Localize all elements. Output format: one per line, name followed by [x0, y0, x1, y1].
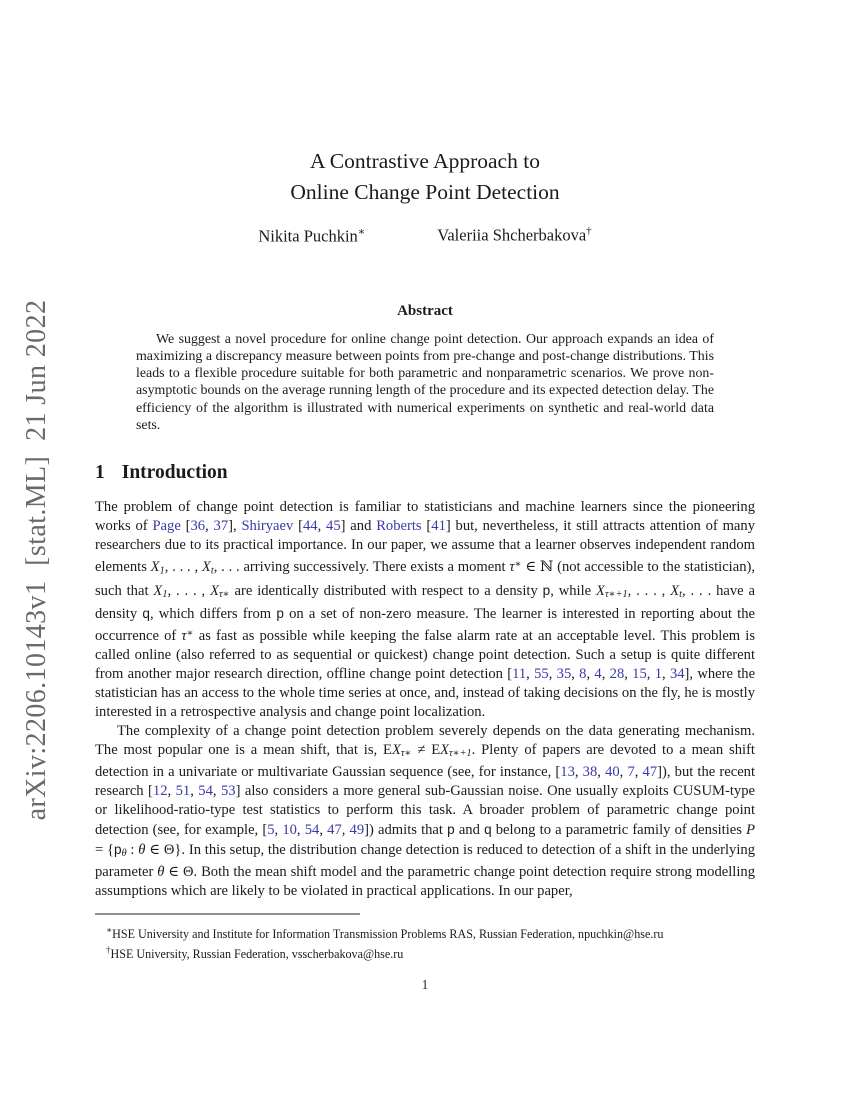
text-run: ,: [619, 764, 628, 781]
text-run: ,: [296, 822, 305, 839]
text-run: θ: [138, 842, 146, 859]
text-run: E: [383, 741, 392, 758]
text-run: , . . . have a density: [95, 582, 756, 622]
section-number: 1: [95, 462, 105, 484]
text-run: as fast as possible while keeping the false alarm rate at an acceptable level. This problem is called online (also referred to as sequential or quickest) change point detection. Such a setup is quite different from another major research direction, offline change point detection [: [95, 627, 756, 682]
citation-author-link[interactable]: Roberts: [376, 518, 422, 535]
text-run: 1: [159, 565, 165, 577]
citation-ref[interactable]: 15: [632, 665, 647, 682]
text-run: p: [542, 582, 551, 598]
footnote-2-mark: †: [106, 945, 111, 956]
text-run: , . . . ,: [627, 582, 671, 599]
text-run: [: [421, 518, 432, 535]
abstract-text: We suggest a novel procedure for online change point detection. Our approach expands an idea of maximizing a discrepancy measure between points from pre-change and post-change distributions. This leads to a flexible procedure suitable for both parametric and nonparametric scenarios. We prove non-asymptotic bounds on the average running length of the procedure and its expected detection delay. The efficiency of the algorithm is illustrated with numerical experiments on synthetic and real-world data sets.: [136, 331, 714, 433]
section-title: Introduction: [121, 462, 228, 484]
text-run: ,: [601, 665, 610, 682]
text-run: ] also considers a more general sub-Gaussian noise. One usually exploits CUSUM-type or likelihood-ratio-type test statistics to perform this task. A broader problem of parametric change point detection (see, for example, [: [95, 783, 756, 839]
text-run: ∈ Θ. Both the mean shift model and the parametric change point detection require strong modelling assumptions which are likely to be violated in practical applications. In our paper,: [95, 864, 756, 900]
citation-ref[interactable]: 1: [654, 665, 662, 682]
author-block: [95, 225, 755, 247]
text-run: , . . . ,: [164, 559, 202, 576]
text-run: τ∗: [400, 748, 412, 760]
text-run: , which differs from: [149, 605, 277, 622]
text-run: X: [150, 559, 160, 576]
text-run: q: [484, 822, 492, 838]
text-run: X: [210, 582, 220, 599]
text-run: ,: [571, 665, 580, 682]
text-run: belong to a parametric family of densities: [491, 822, 747, 839]
citation-author-link[interactable]: Page: [152, 518, 181, 535]
footnote-2: [95, 942, 755, 962]
text-run: are identically distributed with respect to a density: [229, 582, 543, 599]
intro-paragraph-1: [95, 498, 755, 722]
text-run: [: [293, 518, 303, 535]
text-run: . Plenty of papers are devoted to a mean shift detection in a univariate or multivariate Gaussian sequence (see, for instance, [: [95, 741, 755, 781]
text-run: τ: [509, 559, 515, 576]
citation-ref[interactable]: 54: [304, 822, 320, 839]
text-run: θ: [121, 848, 127, 860]
citation-ref[interactable]: 44: [303, 518, 318, 535]
text-run: ∈ Θ}. In this setup, the distribution change detection is reduced to detection of a shift in the underlying parameter: [95, 842, 755, 881]
citation-ref[interactable]: 47: [327, 822, 342, 839]
text-run: ]) admits that: [364, 822, 448, 839]
text-run: ,: [212, 783, 221, 800]
text-run: X: [391, 741, 401, 758]
text-run: = {: [95, 842, 115, 859]
text-run: :: [126, 842, 139, 859]
citation-ref[interactable]: 35: [556, 665, 572, 682]
text-run: 1: [162, 588, 168, 600]
citation-ref[interactable]: 53: [220, 783, 236, 800]
text-run: The problem of change point detection is familiar to statisticians and machine learners since the pioneering works of: [95, 499, 755, 535]
text-run: t: [210, 565, 214, 577]
abstract-heading: Abstract: [397, 302, 453, 319]
citation-ref[interactable]: 47: [642, 764, 658, 781]
citation-ref[interactable]: 36: [190, 518, 206, 535]
citation-ref[interactable]: 10: [282, 822, 297, 839]
citation-ref[interactable]: 49: [349, 822, 365, 839]
text-run: ] but, nevertheless, it still attracts attention of many researchers due to its practical importance. In our paper, we assume that a learner observes independent random elements: [95, 518, 755, 576]
footnote-1: [95, 922, 755, 942]
text-run: ,: [317, 518, 327, 535]
citation-ref[interactable]: 40: [605, 764, 620, 781]
text-run: ,: [597, 764, 606, 781]
text-run: ,: [526, 665, 535, 682]
citation-ref[interactable]: 54: [198, 783, 213, 800]
text-run: ∈ ℕ (not accessible to the statistician), such that: [95, 559, 756, 599]
text-run: and: [454, 822, 485, 839]
text-run: ,: [662, 665, 670, 682]
citation-ref[interactable]: 51: [175, 783, 191, 800]
citation-ref[interactable]: 11: [512, 665, 527, 682]
text-run: , while: [550, 582, 597, 599]
text-run: ,: [548, 665, 557, 682]
text-run: The complexity of a change point detection problem severely depends on the data generating mechanism. The most popular one is a mean shift, that is,: [95, 722, 755, 758]
author-2-footnote-mark: †: [586, 225, 592, 237]
text-run: τ∗: [219, 588, 230, 600]
text-run: X: [201, 559, 211, 576]
citation-ref[interactable]: 5: [267, 822, 275, 839]
text-run: θ: [157, 864, 165, 881]
footnote-1-mark: ∗: [106, 925, 113, 936]
text-run: ] and: [340, 518, 377, 535]
text-run: τ: [181, 627, 187, 644]
text-run: ,: [205, 518, 214, 535]
citation-ref[interactable]: 12: [152, 783, 168, 800]
text-run: E: [431, 741, 441, 758]
text-run: ,: [190, 783, 199, 800]
text-run: ,: [574, 764, 583, 781]
author-1-name: Nikita Puchkin: [258, 226, 358, 246]
content-column: [95, 0, 755, 962]
text-run: X: [596, 582, 605, 599]
text-run: ≠: [411, 741, 432, 758]
author-2: [437, 225, 591, 247]
text-run: P: [746, 822, 756, 839]
text-run: ∗: [186, 627, 194, 639]
footnote-rule: [95, 913, 360, 915]
paper-title-line1: A Contrastive Approach to: [310, 149, 540, 173]
footnote-1-text: HSE University and Institute for Information Transmission Problems RAS, Russian Federation, npuchkin@hse.ru: [112, 927, 664, 942]
text-run: ,: [319, 822, 328, 839]
citation-ref[interactable]: 41: [431, 518, 446, 535]
citation-ref[interactable]: 45: [326, 518, 341, 535]
text-run: ], where the statistician has an access to the whole time series at once, and, instead of taking decisions on the fly, he is mostly interested in a retrospective analysis and change point localization.: [95, 665, 756, 720]
paper-title: [95, 146, 755, 208]
text-run: τ∗+1: [449, 748, 472, 760]
text-run: p: [114, 842, 122, 858]
footnote-block: [95, 913, 755, 962]
citation-ref[interactable]: 55: [534, 665, 549, 682]
text-run: ,: [341, 822, 350, 839]
text-run: ,: [274, 822, 283, 839]
citation-ref[interactable]: 38: [582, 764, 598, 781]
text-run: p: [447, 822, 455, 838]
citation-ref[interactable]: 7: [627, 764, 635, 781]
intro-paragraph-2: [95, 722, 755, 901]
text-run: on a set of non-zero measure. The learner is interested in reporting about the occurrence of: [95, 605, 756, 644]
text-run: X: [153, 582, 163, 599]
text-run: q: [142, 605, 150, 621]
citation-ref[interactable]: 4: [594, 665, 602, 682]
text-run: ]), but the recent research [: [95, 764, 756, 800]
text-run: ,: [646, 665, 655, 682]
author-1: [258, 225, 365, 247]
citation-ref[interactable]: 8: [579, 665, 587, 682]
text-run: , . . . ,: [167, 582, 211, 599]
citation-author-link[interactable]: Shiryaev: [241, 518, 294, 535]
citation-ref[interactable]: 28: [609, 665, 625, 682]
citation-ref[interactable]: 34: [669, 665, 685, 682]
footnote-2-text: HSE University, Russian Federation, vsscherbakova@hse.ru: [110, 947, 404, 962]
section-heading: [95, 462, 755, 484]
text-run: ,: [634, 764, 643, 781]
citation-ref[interactable]: 37: [213, 518, 229, 535]
text-run: ],: [228, 518, 242, 535]
text-run: t: [679, 588, 682, 600]
page-number: 1: [421, 977, 429, 992]
text-run: , . . . arriving successively. There exists a moment: [213, 559, 510, 576]
citation-ref[interactable]: 13: [560, 764, 575, 781]
text-run: ,: [586, 665, 595, 682]
text-run: p: [276, 605, 284, 621]
author-2-name: Valeriia Shcherbakova: [437, 225, 587, 245]
text-run: X: [670, 582, 680, 599]
arxiv-stamp: arXiv:2206.10143v1 [stat.ML] 21 Jun 2022: [21, 299, 52, 821]
text-run: ∗: [514, 559, 522, 571]
paper-title-line2: Online Change Point Detection: [290, 180, 560, 204]
text-run: X: [440, 741, 450, 758]
text-run: ,: [167, 783, 176, 800]
text-run: τ∗+1: [604, 588, 628, 600]
text-run: ,: [624, 665, 633, 682]
author-1-footnote-mark: ∗: [357, 226, 366, 238]
text-run: [: [180, 518, 191, 535]
